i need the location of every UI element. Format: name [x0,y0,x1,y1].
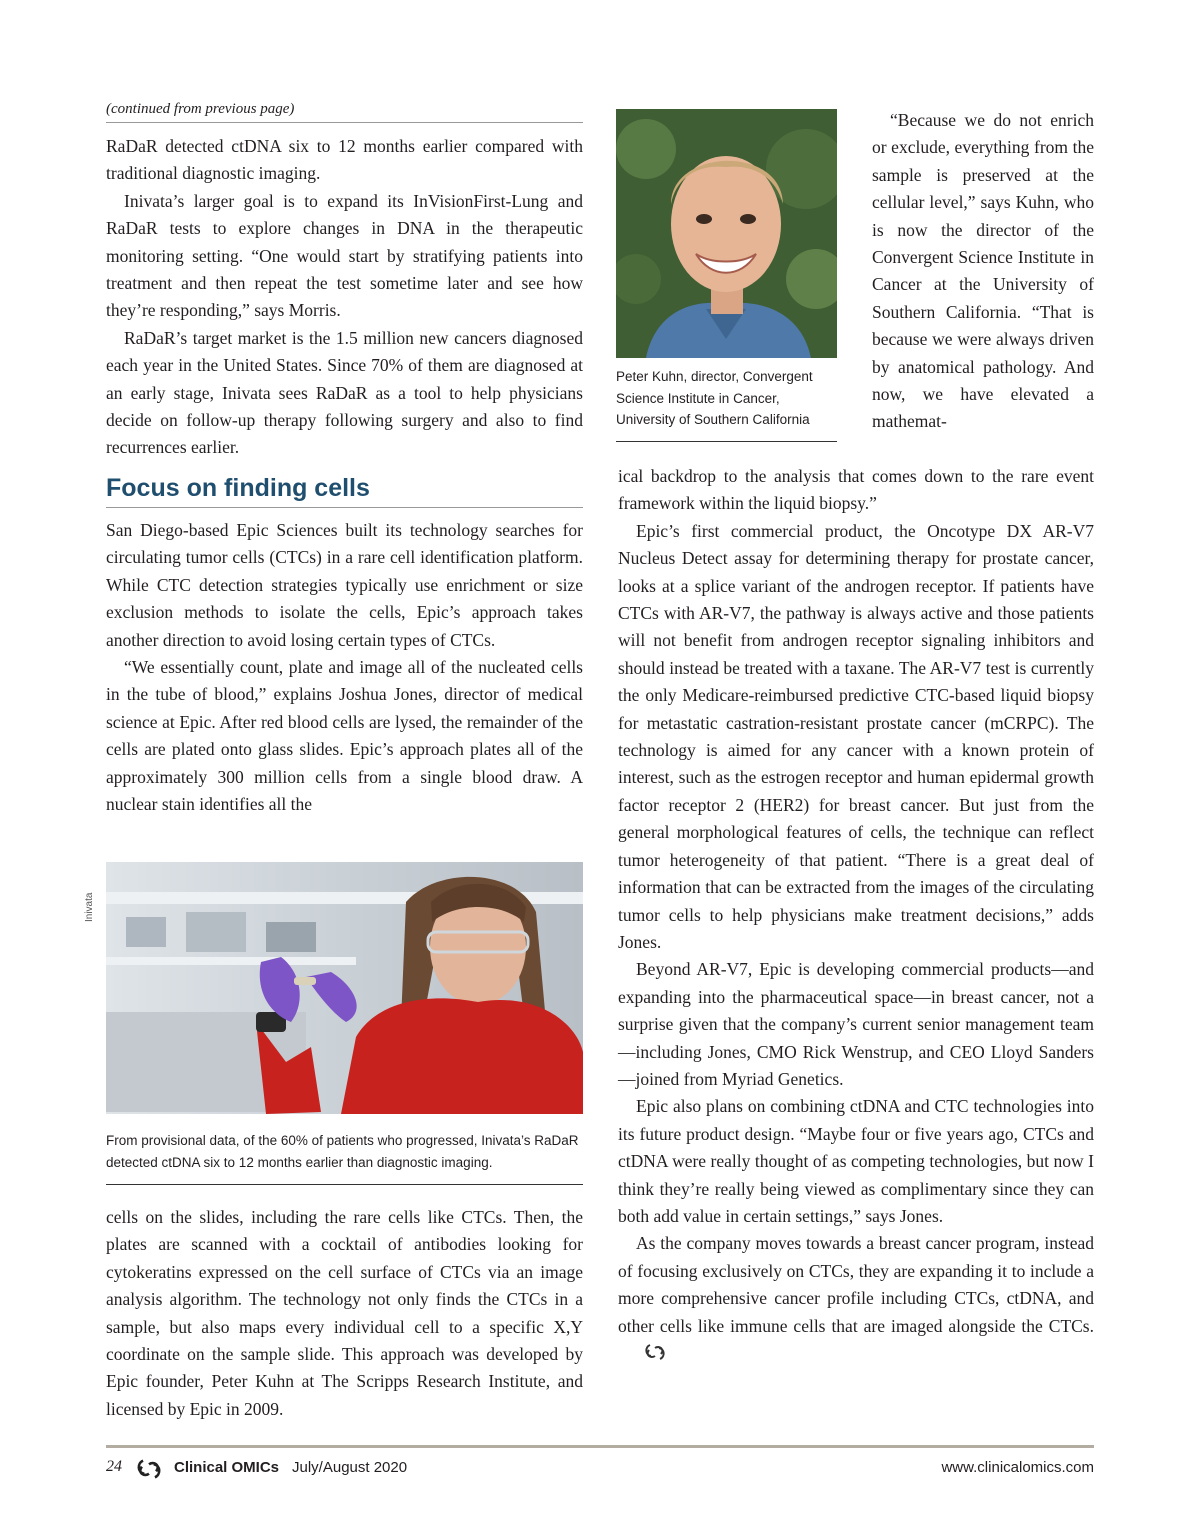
left-column-bottom [106,1204,583,1423]
continued-note: (continued from previous page) [106,101,583,123]
left-column-top [106,133,583,462]
paragraph: RaDaR’s target market is the 1.5 million new cancers diagnosed each year in the United States. Since 70% of them are diagnosed at an early stage, Inivata sees RaDaR as a tool to help physicians decide on follow-up therapy following surgery and also to find recurrences earlier. [106,327,583,458]
clinical-omics-logo-icon [136,1456,162,1486]
paragraph: cells on the slides, including the rare cells like CTCs. Then, the plates are scanned with a cocktail of antibodies looking for cytokeratins expressed on the cell surface of CTCs via an image analysis algorithm. The technology not only finds the CTCs in a sample, but also maps every individual cell to a specific X,Y coordinate on the sample slide. This approach was developed by Epic founder, Peter Kuhn at The Scripps Research Institute, and licensed by Epic in 2009. [106,1207,583,1419]
lab-photo-caption: From provisional data, of the 60% of patients who progressed, Inivata’s RaDaR detected ctDNA six to 12 months earlier than diagnostic imaging. [106,1130,583,1185]
peter-kuhn-photo [616,109,837,358]
paragraph: Epic also plans on combining ctDNA and CTC technologies into its future product design. “Maybe four or five years ago, CTCs and ctDNA were really thought of as competing technologies, but now I think they’re really being viewed as complimentary since they can both add value in certain settings,” says Jones. [618,1096,1094,1226]
paragraph: RaDaR detected ctDNA six to 12 months earlier compared with traditional diagnostic imaging. [106,136,583,184]
footer-rule [106,1445,1094,1448]
section-heading: Focus on finding cells [106,474,583,508]
paragraph: “We essentially count, plate and image all of the nucleated cells in the tube of blood,” explains Joshua Jones, director of medical science at Epic. After red blood cells are lysed, the remainder of the cells are plated onto glass slides. Epic’s approach plates all of the approximately 300 million cells from a single blood draw. A nuclear stain identifies all the [106,657,583,815]
paragraph: San Diego-based Epic Sciences built its technology searches for circulating tumor cells (CTCs) in a rare cell identification platform. While CTC detection strategies typically use enrichment or size exclusion methods to isolate the cells, Epic’s approach takes another direction to avoid losing certain types of CTCs. [106,520,583,650]
paragraph-text: As the company moves towards a breast cancer program, instead of focusing exclusively on CTCs, they are expanding it to include a more comprehensive cancer profile including CTCs, ctDNA, and other cells like immune cells that are imaged alongside the CTCs. [618,1233,1094,1336]
paragraph-last [618,1230,1094,1371]
photo-credit: Inivata [84,892,95,922]
lab-scientist-photo [106,862,583,1114]
portrait-illustration [616,109,837,358]
paragraph: Epic’s first commercial product, the Oncotype DX AR-V7 Nucleus Detect assay for determining therapy for prostate cancer, looks at a splice variant of the androgen receptor. If patients have CTCs with AR-V7, the pathway is always active and those patients will not benefit from androgen receptor signaling inhibitors and should instead be treated with a taxane. The AR-V7 test is currently the only Medicare-reimbursed predictive CTC-based liquid biopsy for metastatic castration-resistant prostate cancer (mCRPC). The technology is aimed for any cancer with a known protein of interest, such as the estrogen receptor and human epidermal growth factor receptor 2 (HER2) for breast cancer. But just from the general morphological features of cells, the technique can reflect tumor heterogeneity of that patient. “There is a great deal of information that can be extracted from the images of the circulating tumor cells to help physicians make treatment decisions,” adds Jones. [618,520,1094,952]
paragraph: Inivata’s larger goal is to expand its InVisionFirst-Lung and RaDaR tests to explore changes in DNA in the therapeutic monitoring setting. “One would start by stratifying patients into treatment and then repeat the test sometime later and see how they’re responding,” says Morris. [106,190,583,321]
right-column-beside-photo [872,107,1094,436]
paragraph: Beyond AR-V7, Epic is developing commercial products—and expanding into the pharmaceutical space—in breast cancer, not a surprise given that the company’s current senior management team—including Jones, CMO Rick Wenstrup, and CEO Lloyd Sanders—joined from Myriad Genetics. [618,959,1094,1089]
magazine-name: Clinical OMICs [174,1459,280,1476]
paragraph: ical backdrop to the analysis that comes down to the rare event framework within the liquid biopsy.” [618,466,1094,514]
left-column-middle [106,517,583,818]
end-of-article-icon [626,1341,666,1371]
page-number: 24 [106,1458,122,1475]
paragraph: “Because we do not enrich or exclude, everything from the sample is preserved at the cellular level,” says Kuhn, who is now the director of the Convergent Science Institute in Cancer at the University of Southern California. “That is because we were always driven by anatomical pathology. And now, we have elevated a mathemat- [872,110,1094,432]
issue-date: July/August 2020 [292,1459,408,1476]
right-column-main [618,463,1094,1371]
website-link[interactable]: www.clinicalomics.com [941,1459,1094,1476]
kuhn-photo-caption: Peter Kuhn, director, Convergent Science Institute in Cancer, University of Southern California [616,366,837,442]
page-footer [106,1456,1094,1486]
lab-scientist-illustration [106,862,583,1114]
